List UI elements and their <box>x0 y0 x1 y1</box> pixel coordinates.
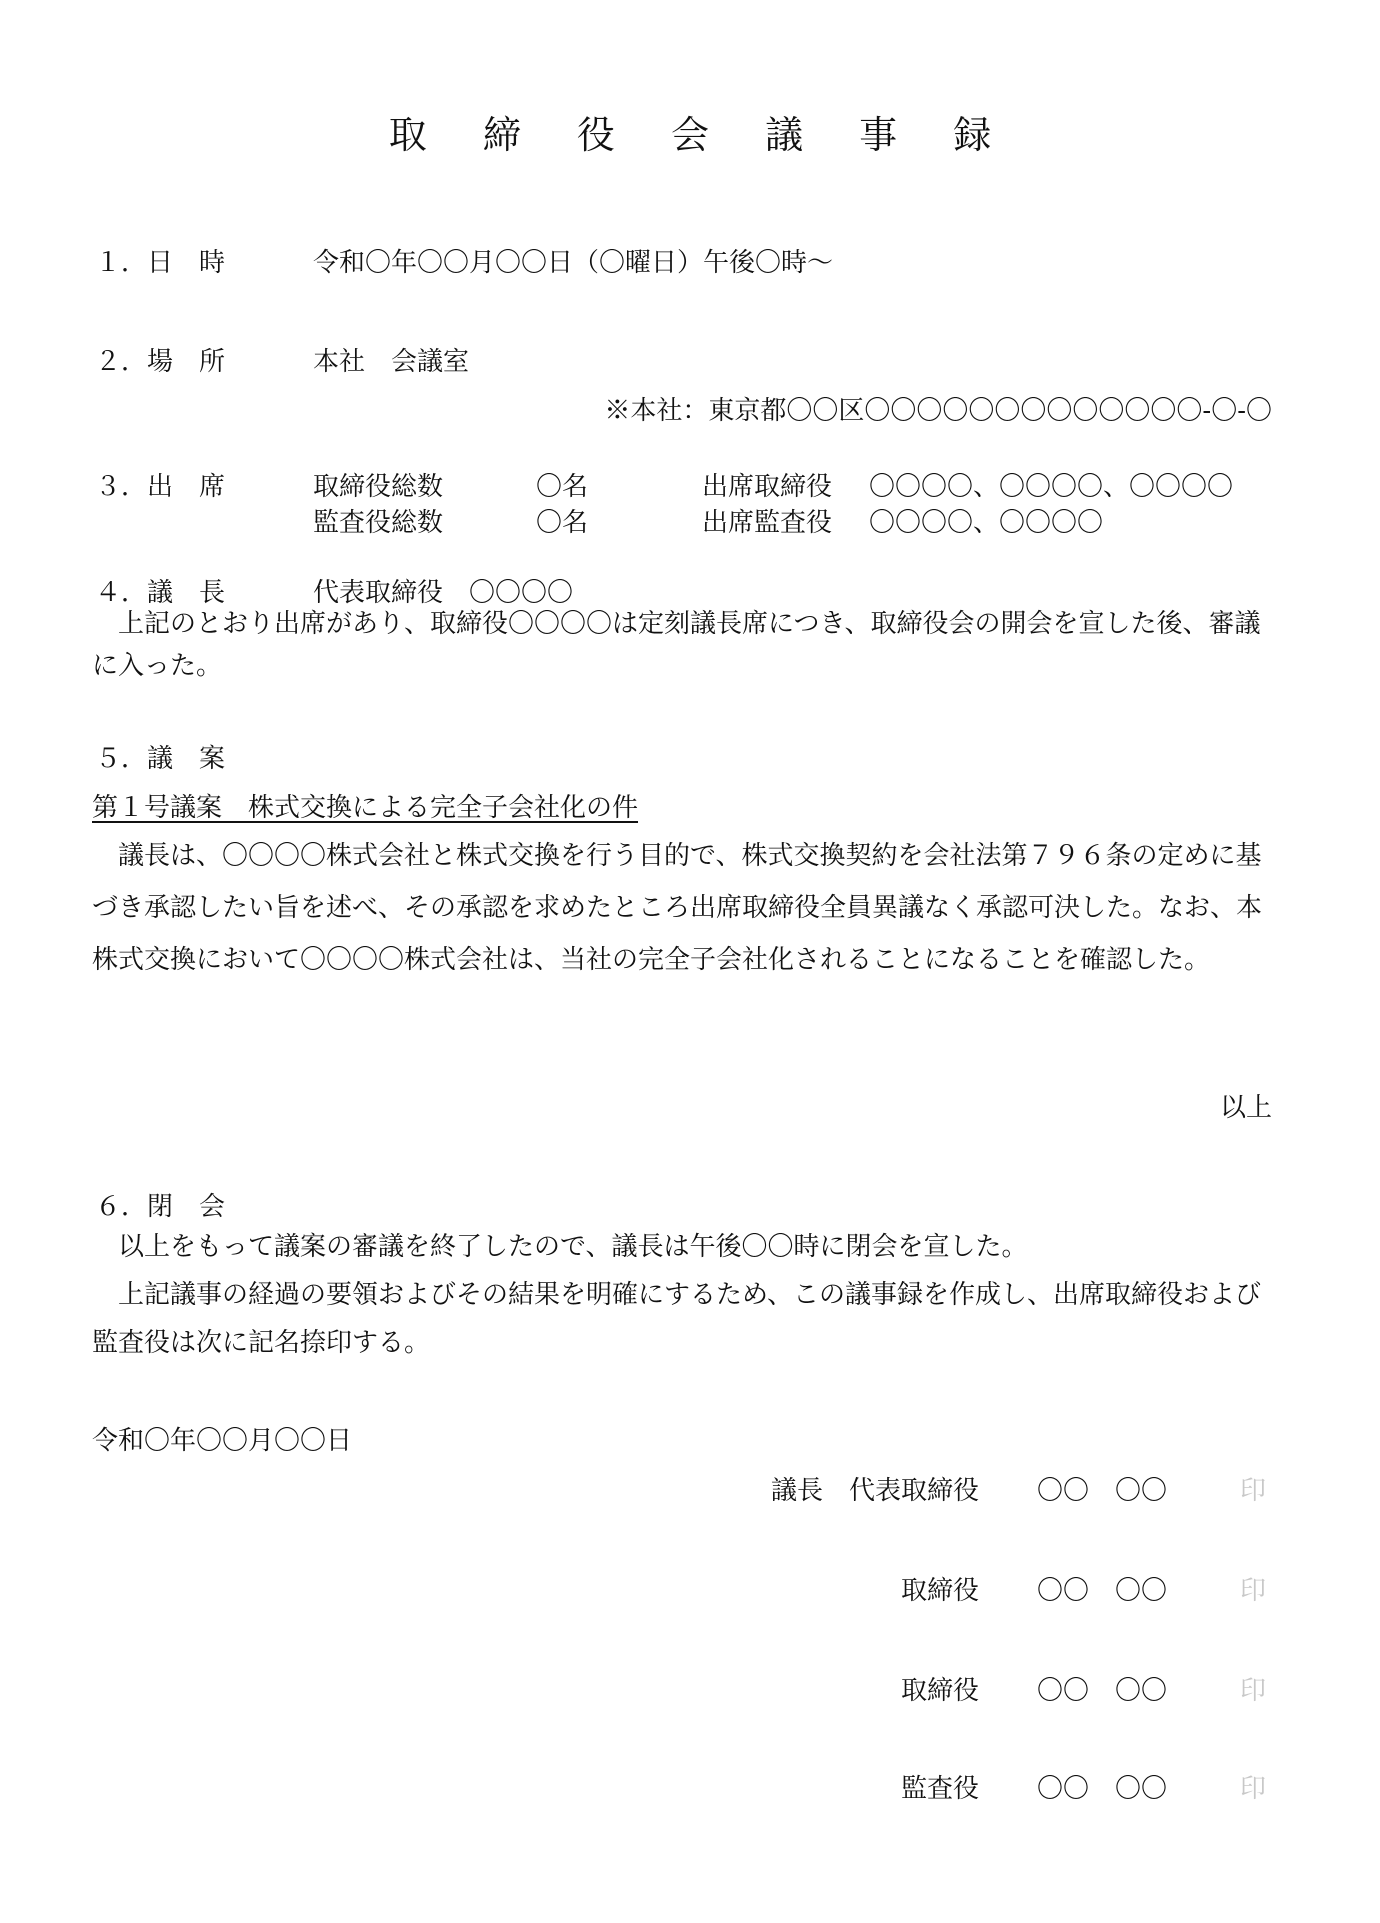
attending-auditors-label: 出席監査役 <box>702 508 833 538</box>
signature-role: 取締役 <box>900 1676 979 1706</box>
document-title: 取 締 役 会 議 事 録 <box>388 113 1014 157</box>
seal-mark: 印 <box>1240 1774 1267 1804</box>
signature-role: 取締役 <box>900 1576 979 1606</box>
signature-name: 〇〇 〇〇 <box>1037 1576 1168 1606</box>
proposal-text: 議長は、〇〇〇〇株式会社と株式交換を行う目的で、株式交換契約を会社法第７９６条の定めに基づき承認したい旨を述べ、その承認を求めたところ出席取締役全員異議なく承認可決した。なお、本株式交換において〇〇〇〇株式会社は、当社の完全子会社化されることになることを確認した。 <box>92 841 1263 975</box>
signature-role: 議長 代表取締役 <box>770 1476 979 1506</box>
directors-total-label: 取締役総数 <box>313 472 444 502</box>
proposal-title: 第１号議案 株式交換による完全子会社化の件 <box>92 793 639 823</box>
closing-text-1: 以上をもって議案の審議を終了したので、議長は午後〇〇時に閉会を宣した。 <box>118 1232 1028 1262</box>
item1-value: 令和〇年〇〇月〇〇日（〇曜日）午後〇時～ <box>313 248 834 278</box>
item5-label: ５．議 案 <box>95 744 226 774</box>
item1-label: １．日 時 <box>95 248 226 278</box>
item3-label: ３．出 席 <box>95 472 226 502</box>
signature-role: 監査役 <box>900 1774 979 1804</box>
seal-mark: 印 <box>1240 1676 1267 1706</box>
item2-value: 本社 会議室 <box>313 347 470 377</box>
item6-label: ６．閉 会 <box>95 1192 226 1222</box>
minutes-date: 令和〇年〇〇月〇〇日 <box>92 1426 353 1456</box>
item4-label: ４．議 長 <box>95 578 226 608</box>
attending-directors-label: 出席取締役 <box>702 472 833 502</box>
attending-directors-value: 〇〇〇〇、〇〇〇〇、〇〇〇〇 <box>869 472 1234 502</box>
end-mark: 以上 <box>1219 1093 1272 1123</box>
directors-total-value: 〇名 <box>536 472 589 502</box>
signature-name: 〇〇 〇〇 <box>1037 1774 1168 1804</box>
signature-name: 〇〇 〇〇 <box>1037 1676 1168 1706</box>
seal-mark: 印 <box>1240 1476 1267 1506</box>
auditors-total-value: 〇名 <box>536 508 589 538</box>
signature-name: 〇〇 〇〇 <box>1037 1476 1168 1506</box>
seal-mark: 印 <box>1240 1576 1267 1606</box>
auditors-total-label: 監査役総数 <box>313 508 444 538</box>
closing-text-2: 上記議事の経過の要領およびその結果を明確にするため、この議事録を作成し、出席取締役および監査役は次に記名捺印する。 <box>92 1280 1261 1358</box>
item4-value: 代表取締役 〇〇〇〇 <box>313 578 574 608</box>
item2-label: ２．場 所 <box>95 347 226 377</box>
attending-auditors-value: 〇〇〇〇、〇〇〇〇 <box>869 508 1104 538</box>
head-office-address: ※本社：東京都〇〇区〇〇〇〇〇〇〇〇〇〇〇〇〇-〇-〇 <box>604 396 1272 426</box>
item4-text: 上記のとおり出席があり、取締役〇〇〇〇は定刻議長席につき、取締役会の開会を宣した後、審議に入った。 <box>92 609 1261 681</box>
